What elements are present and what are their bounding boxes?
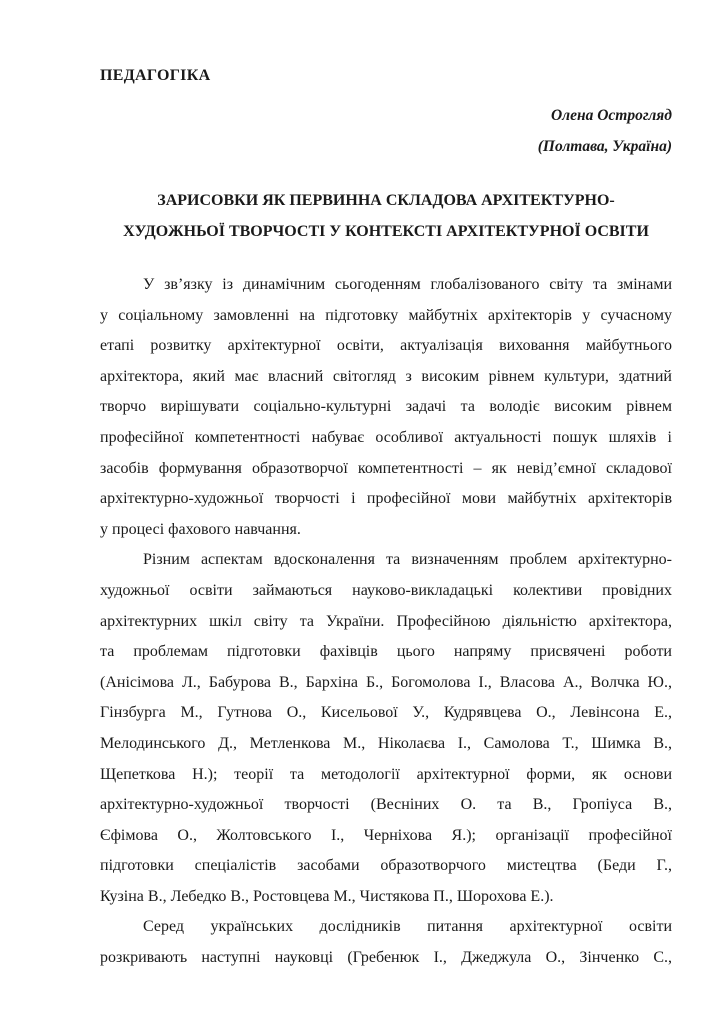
text-line: архітектора, який має власний світогляд з високим рівнем культури, здатний (100, 367, 672, 385)
text-line: (Анісімова Л., Бабурова В., Бархіна Б., Богомолова І., Власова А., Волчка Ю., (100, 673, 672, 691)
text-line: художньої освіти займаються науково-викладацькі колективи провідних (100, 581, 672, 599)
text-line: творчо вирішувати соціально-культурні задачі та володіє високим рівнем (100, 398, 672, 416)
text-line: Різним аспектам вдосконалення та визначенням проблем архітектурно- (143, 551, 672, 569)
text-line: професійної компетентності набуває особливої актуальності пошук шляхів і (100, 428, 672, 446)
author-name: Олена Острогляд (550, 107, 672, 124)
text-line: архітектурно-художньої творчості і професійної мови майбутніх архітекторів (100, 490, 672, 508)
text-line: Мелодинського Д., Метленкова М., Ніколаєва І., Самолова Т., Шимка В., (100, 734, 672, 752)
paragraph (100, 912, 672, 973)
text-line: У зв’язку із динамічним сьогоденням глобалізованого світу та змінами (143, 276, 672, 293)
section-header: ПЕДАГОГІКА (100, 67, 211, 84)
text-line: засобів формування образотворчої компетентності – як невід’ємної складової (100, 459, 672, 477)
paragraph (100, 270, 672, 545)
text-line: архітектурних шкіл світу та України. Професійною діяльністю архітектора, (100, 612, 672, 630)
text-line: архітектурно-художньої творчості (Весніних О. та В., Гропіуса В., (100, 796, 672, 814)
text-line: у процесі фахового навчання. (100, 520, 301, 538)
text-line: етапі розвитку архітектурної освіти, актуалізація виховання майбутнього (100, 337, 672, 355)
paragraph (100, 545, 672, 912)
article-title-line-2: ХУДОЖНЬОЇ ТВОРЧОСТІ У КОНТЕКСТІ АРХІТЕКТУРНОЇ ОСВІТИ (123, 223, 649, 240)
text-line: Єфімова О., Жолтовського І., Черніхова Я.); організації професійної (100, 826, 672, 844)
text-line: підготовки спеціалістів засобами образотворчого мистецтва (Беди Г., (100, 857, 672, 875)
author-block (100, 100, 672, 162)
text-line: Кузіна В., Лебедко В., Ростовцева М., Чистякова П., Шорохова Е.). (100, 887, 554, 905)
article-title (100, 185, 672, 247)
text-line: розкривають наступні науковці (Гребенюк І., Джеджула О., Зінченко С., (100, 949, 672, 967)
author-location: (Полтава, Україна) (537, 138, 672, 155)
article-title-line-1: ЗАРИСОВКИ ЯК ПЕРВИННА СКЛАДОВА АРХІТЕКТУРНО- (157, 192, 615, 209)
text-line: у соціальному замовленні на підготовку майбутніх архітекторів у сучасному (100, 306, 672, 324)
text-line: Серед українських дослідників питання архітектурної освіти (143, 918, 672, 936)
text-line: Гінзбурга М., Гутнова О., Кисельової У., Кудрявцева О., Левінсона Е., (100, 704, 672, 722)
article-body (100, 270, 672, 974)
text-line: та проблемам підготовки фахівців цього напряму присвячені роботи (100, 643, 672, 661)
text-line: Щепеткова Н.); теорії та методології архітектурної форми, як основи (100, 765, 672, 783)
